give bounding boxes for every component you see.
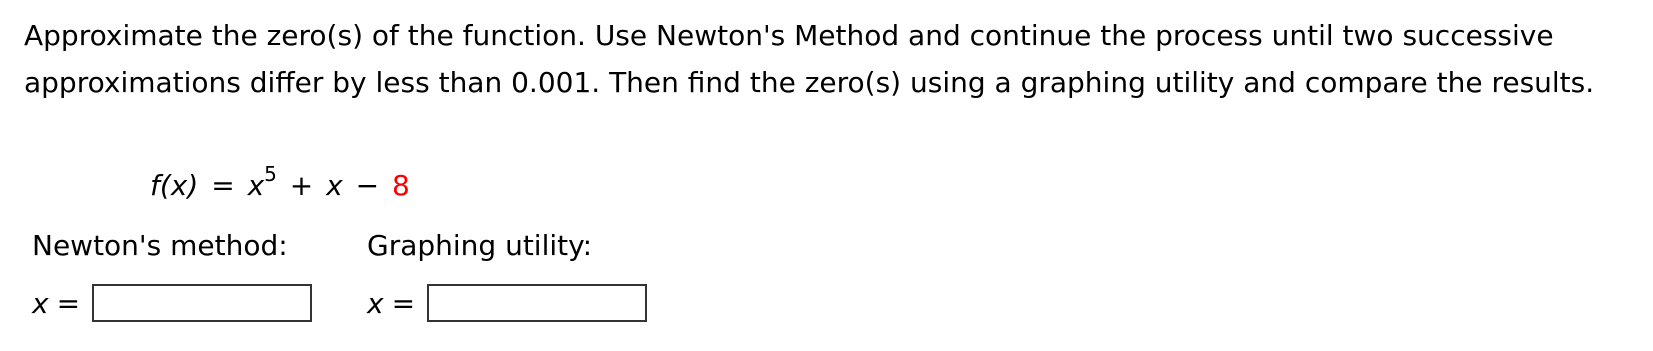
equation-constant: 8 xyxy=(392,169,410,202)
problem-statement: Approximate the zero(s) of the function. Use Newton's Method and continue the process until two successive approximations differ by less than 0.001. Then find the zero(s) using a graphing utility and compare the results. xyxy=(24,19,1595,99)
graphing-answer-row xyxy=(367,282,647,324)
newton-answer-row xyxy=(32,282,312,324)
graphing-utility-label: Graphing utility: xyxy=(367,229,593,262)
equation-equals: = xyxy=(211,169,235,202)
equation-term1-base: x xyxy=(247,169,265,202)
newton-method-label: Newton's method: xyxy=(32,229,288,262)
graphing-answer-input[interactable] xyxy=(427,284,647,322)
equation-minus: − xyxy=(355,169,380,202)
equation-lhs: f(x) xyxy=(150,169,199,202)
newton-x-variable: x xyxy=(32,286,49,320)
newton-answer-input[interactable] xyxy=(92,284,312,322)
equation-term1-exponent: 5 xyxy=(264,161,277,186)
graphing-x-variable: x xyxy=(367,286,384,320)
equation-plus: + xyxy=(289,169,314,202)
function-equation xyxy=(150,161,410,206)
equation-term2: x xyxy=(326,169,343,202)
graphing-equals-sign: = xyxy=(391,286,416,320)
newton-equals-sign: = xyxy=(56,286,81,320)
